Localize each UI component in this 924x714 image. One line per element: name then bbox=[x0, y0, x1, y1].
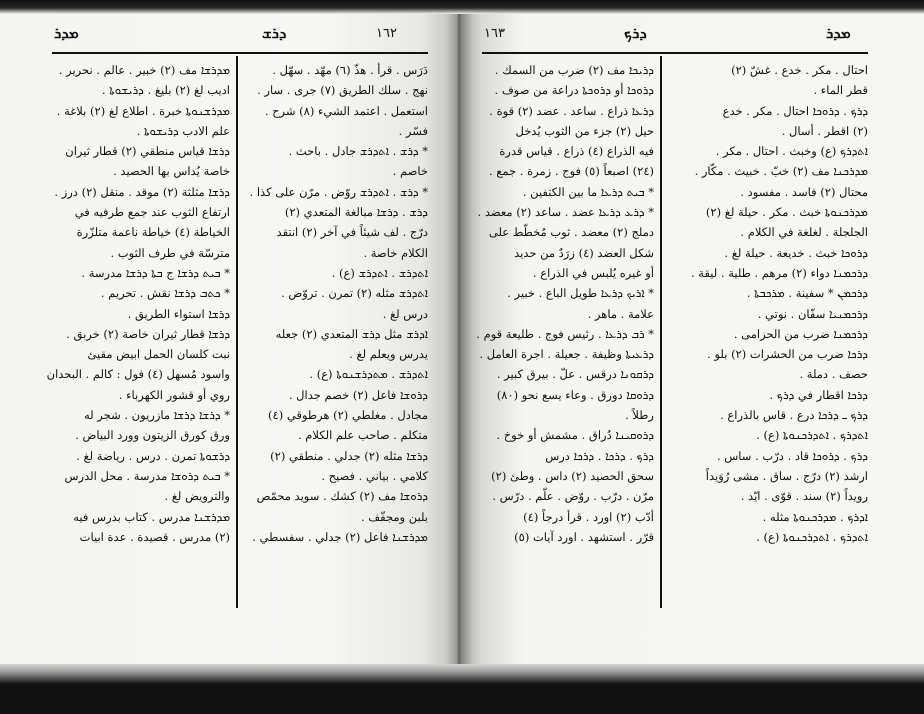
dictionary-line: الكلام خاصة . bbox=[363, 245, 428, 260]
dictionary-line: * ܕܪܫܐ ܕܪܫܐ مازريون . شجر له bbox=[83, 408, 230, 423]
dictionary-line: اديب لغ (٢) بليغ . ܕܪܝܫܘܬܐ . bbox=[101, 83, 230, 98]
dictionary-line: * ܟܬܒ ܕܪܫܐ نقش . تحريم . bbox=[100, 286, 230, 301]
dictionary-line: ܐܬܕܪܫ . ܡܬܕܪܫܢܘܬܐ (ع) . bbox=[309, 367, 428, 382]
dictionary-line: رويداً (٢) سند . قوّى . ايّد . bbox=[740, 489, 868, 504]
dictionary-line: كلامي . بياني . فصيح . bbox=[321, 468, 428, 483]
dictionary-line: ܐܬܕܪܫ مثله (٢) تمرن . تروّض . bbox=[281, 286, 428, 301]
dictionary-line: درّج . لف شيئاً في آخر (٢) انتقد bbox=[276, 225, 428, 240]
book-spine-shadow bbox=[446, 14, 472, 664]
dictionary-line: ܡܕܪܟܢܘܬܐ خبث . مكر . حيلة لغ (٢) bbox=[705, 205, 868, 220]
dictionary-line: ܕܪܟܐ اقطار في ܕܪܟ . bbox=[769, 387, 868, 402]
dictionary-line: ܕܪܟܡܢܐ دواء (٢) مرهم . طلية . ليقة . bbox=[690, 265, 868, 280]
right-running-head-outer: ܡܕܪ bbox=[826, 24, 851, 42]
left-column-inner bbox=[244, 60, 428, 547]
right-page-number: ١٦٣ bbox=[484, 26, 505, 41]
dictionary-line: * ܕܪܫ . ܐܬܕܪܫ روّض . مرّن على كذا . bbox=[249, 184, 428, 199]
dictionary-line: ܕܪܘܩܐ دورق . وعاء يسع نحو (٨٠) bbox=[496, 387, 654, 402]
dictionary-line: * ܒܝܬ ܕܪܫܐ ج ܒܬܐ ܕܪܫܐ مدرسة . bbox=[81, 265, 230, 280]
dictionary-line: (٢) مدرس . قصيدة . عدة ابيات bbox=[79, 529, 230, 544]
dictionary-line: خاصم . bbox=[392, 164, 428, 179]
dictionary-line: ܡܕܪܟܢܐ مف (٢) خبّ . خبيث . مكّار . bbox=[694, 164, 868, 179]
dictionary-line: ܕܪܫܘܬܐ تمرن . درس . رياضة لغ . bbox=[76, 448, 230, 463]
dictionary-line: فسّر . bbox=[398, 123, 428, 138]
dictionary-line: ܕܪܟܡܢ * سفينة . ܡܪܟܒܬܐ . bbox=[746, 286, 868, 301]
dictionary-line: علامة . ماهر . bbox=[587, 306, 654, 321]
right-column-inner bbox=[476, 60, 654, 547]
dictionary-line: أو غيره يُلبس في الذراع . bbox=[532, 265, 654, 280]
dictionary-line: * ܒܝܬ ܕܪܘܫܐ مدرسة . محل الدرس bbox=[64, 468, 230, 483]
dictionary-line: ܕܪܫܐ مثله (٢) جدلي . منطقي (٢) bbox=[270, 448, 428, 463]
right-column-divider bbox=[660, 56, 662, 608]
dictionary-line: ܕܪܥܝܬܐ وظيفة . جعيلة . اجرة العامل . bbox=[479, 347, 654, 362]
dictionary-line: علم الادب ܕܪܝܫܘܬܐ . bbox=[136, 123, 230, 138]
dictionary-line: ܕܪܫܐ قياس منطقي (٢) قطار ثيران bbox=[65, 144, 230, 159]
dictionary-line: قرّر . استشهد . اورد آيات (٥) bbox=[514, 529, 654, 544]
dictionary-line: * ܕܪܥ ܕܪܥܐ عضد . ساعد (٢) معضد . bbox=[477, 205, 654, 220]
dictionary-line: استعمل . اعتمد الشيء (٨) شرح . bbox=[264, 103, 428, 118]
dictionary-line: أدّب (٢) اورد . قرأ درجاً (٤) bbox=[523, 509, 654, 524]
dictionary-line: * ܕܪܫ . ܐܬܕܪܫ جادل . باحث . bbox=[288, 144, 428, 159]
dictionary-line: ܕܪܫ . ܕܪܫܐ مبالغة المتعدي (٢) bbox=[284, 205, 428, 220]
dictionary-line: ܕܪܫܐ قطار ثيران خاصة (٢) خربق . bbox=[66, 326, 230, 341]
dictionary-line: ܐܬܕܪܟ (ع) وخبث . احتال . مكر . bbox=[715, 144, 868, 159]
dictionary-line: ܕܪܝܟܐ مف (٢) ضرب من السمك . bbox=[494, 63, 654, 77]
dictionary-line: ܕܪܘܫܐ فاعل (٢) خصم جدال . bbox=[288, 387, 428, 402]
dictionary-line: مجادل . مغلطي (٢) هرطوقي (٤) bbox=[268, 408, 428, 423]
left-running-head-inner: ܕܪܫ bbox=[262, 24, 287, 42]
dictionary-line: ܐܬܕܪܫ . ܐܬܕܪܫ (ع) . bbox=[331, 265, 428, 280]
dictionary-line: ܕܪܥܐ ذراع . ساعد . عضد (٢) قوة . bbox=[489, 103, 654, 118]
dictionary-line: يدرس ويعلم لغ . bbox=[349, 347, 428, 362]
right-header-rule bbox=[482, 52, 868, 54]
dictionary-line: ܡܕܪܫܐ مف (٢) خبير . عالم . نحرير . bbox=[58, 63, 230, 77]
dictionary-line: قطر الماء . bbox=[813, 83, 868, 98]
dictionary-line: ܕܪܟ . ܕܪܘܟܐ قاد . درّب . ساس . bbox=[716, 448, 868, 463]
dictionary-line: الجلجلة . لغلغة في الكلام . bbox=[740, 225, 868, 240]
left-running-head-outer: ܡܕܪ bbox=[54, 24, 79, 42]
dictionary-line: ܡܕܪܫܢܐ مدرس . كتاب بدرس فيه bbox=[73, 509, 230, 524]
dictionary-line: ܕܪܫܐ مثلثة (٢) موقد . منقل (٢) درز . bbox=[54, 184, 230, 199]
dictionary-line: الخياطة (٤) خياطة ناعمة متلزّرة bbox=[76, 225, 230, 240]
dictionary-line: * ܒܝܬ ܕܪܥܐ ما بين الكتفين . bbox=[522, 184, 654, 199]
dictionary-line: حصف . دملة . bbox=[799, 367, 868, 382]
dictionary-line: والترويض لغ . bbox=[164, 489, 230, 504]
dictionary-line: ܕܪܘܟܐ أو ܕܪܘܟܬܐ دراعة من صوف . bbox=[494, 83, 654, 98]
dictionary-line: ارتفاع الثوب عند جمع طرفيه في bbox=[74, 205, 230, 220]
dictionary-line: حيل (٢) جزء من الثوب يُدخل bbox=[515, 123, 654, 138]
dictionary-line: ܕܪܟ . ܕܪܘܟܐ احتال . مكر . خدع bbox=[722, 103, 868, 118]
dictionary-line: ܕܪܘܟܐ خبث . خديعة . حيلة لغ . bbox=[724, 245, 868, 260]
dictionary-line: ورق كورق الزيتون وورد البياض . bbox=[75, 428, 230, 443]
dictionary-line: نهج . سلك الطريق (٧) جرى . سار . bbox=[257, 83, 428, 98]
dictionary-line: ܕܪܟܡܢܝܐ سفّان . نوتي . bbox=[757, 306, 868, 321]
right-column-outer bbox=[668, 60, 868, 547]
dictionary-line: * ܪܒ ܕܪܥܐ . رئيس فوج . طليعة قوم . bbox=[476, 326, 654, 341]
dictionary-line: ܕܪܟܐ ضرب من الحشرات (٢) بلو . bbox=[707, 347, 868, 362]
dictionary-line: فيه الذراع (٤) ذراع . قياس قدرة bbox=[499, 144, 654, 159]
dictionary-line: رطلاً . bbox=[625, 408, 654, 423]
dictionary-line: بلبن ومجفّف . bbox=[360, 509, 428, 524]
dictionary-line: ܕܪܫܐ استواء الطريق . bbox=[127, 306, 230, 321]
dictionary-line: ܐܬܕܪܟ . ܐܬܕܪܟܢܘܬܐ (ع) . bbox=[756, 529, 868, 544]
dictionary-line: ܕܪܘܫܐ مف (٢) كشك . سويد محمّص bbox=[256, 489, 428, 504]
dictionary-line: درس لغ . bbox=[382, 306, 428, 321]
left-column-outer bbox=[46, 60, 230, 547]
dictionary-line: ܕܪܟ ـ ܕܪܟܐ درع . قاس بالذراع . bbox=[720, 408, 868, 423]
dictionary-line: ܕܪܟ . ܕܪܟܐ . ܕܪܟܐ درس bbox=[545, 448, 654, 463]
dictionary-line: ܕܪܘܩܝܢܐ دُراق . مشمش أو خوخ . bbox=[496, 428, 654, 443]
left-page-number: ١٦٢ bbox=[376, 26, 397, 41]
left-header-rule bbox=[52, 52, 428, 54]
dictionary-line: نبت كلسان الحمل ابيض مقيئ bbox=[87, 347, 230, 362]
dictionary-line: ܡܕܪܫܢܐ فاعل (٢) جدلي . سفسطي . bbox=[252, 529, 428, 544]
dictionary-line: ܐܕܪܫ مثل ܕܪܫ المتعدي (٢) جعله bbox=[275, 326, 428, 341]
dictionary-line: روي أو قشور الكهرباء . bbox=[118, 387, 230, 402]
dictionary-line: ܐܕܪܟ . ܡܕܪܟܢܘܬܐ مثله . bbox=[762, 509, 868, 524]
dictionary-line: سحق الحصيد (٢) داس . وطئ (٢) bbox=[491, 468, 654, 483]
dictionary-line: ܕܪܟܡܢܐ ضرب من الحزامى . bbox=[733, 326, 868, 341]
dictionary-line: مرّن . درّب . روّض . علّم . درّس . bbox=[492, 489, 654, 504]
dictionary-line: ارشد (٢) درّج . ساق . مشى رُوَيداً bbox=[705, 468, 868, 483]
dictionary-line: احتال . مكر . خدع . غشّ (٢) bbox=[731, 63, 868, 77]
dictionary-line: محتال (٢) فاسد . مفسود . bbox=[740, 184, 868, 199]
left-column-divider bbox=[236, 56, 238, 608]
dictionary-line: * ܐܪܝܟ ܕܪܥܐ طويل الباع . خبير . bbox=[507, 286, 654, 301]
dictionary-line: (٢٤) اصبعاً (٥) فوج . زمرة . جمع . bbox=[488, 164, 654, 179]
right-running-head-inner: ܕܪܟ bbox=[624, 24, 647, 42]
dictionary-line: واسود مُسهل (٤) فول : كالم . البحدان bbox=[46, 367, 230, 382]
dictionary-line: ܡܕܪܫܢܘܬܐ خبرة . اطلاع لغ (٢) بلاغة . bbox=[56, 103, 230, 118]
dictionary-line: ܐܬܕܪܟ . ܐܬܕܪܟܢܘܬܐ (ع) . bbox=[756, 428, 868, 443]
dictionary-line: متكلم . صاحب علم الكلام . bbox=[297, 428, 428, 443]
dictionary-line: خاصة يُداس بها الحصيد . bbox=[113, 164, 230, 179]
dictionary-line: (٢) اقطر . أسال . bbox=[781, 123, 868, 138]
dictionary-line: مترسّة في طرف الثوب . bbox=[110, 245, 230, 260]
dictionary-line: دملج (٢) معضد . ثوب مُخطّط على bbox=[488, 225, 654, 240]
dictionary-line: شكل العضد (٤) زرَدٌ من حديد bbox=[514, 245, 654, 260]
dictionary-line: ܕܪܩܘܢܐ درقس . علّ . بيرق كبير . bbox=[496, 367, 654, 382]
dictionary-line: دَرَس . قرأ . هذّ (٦) مهّد . سهّل . bbox=[272, 63, 428, 77]
